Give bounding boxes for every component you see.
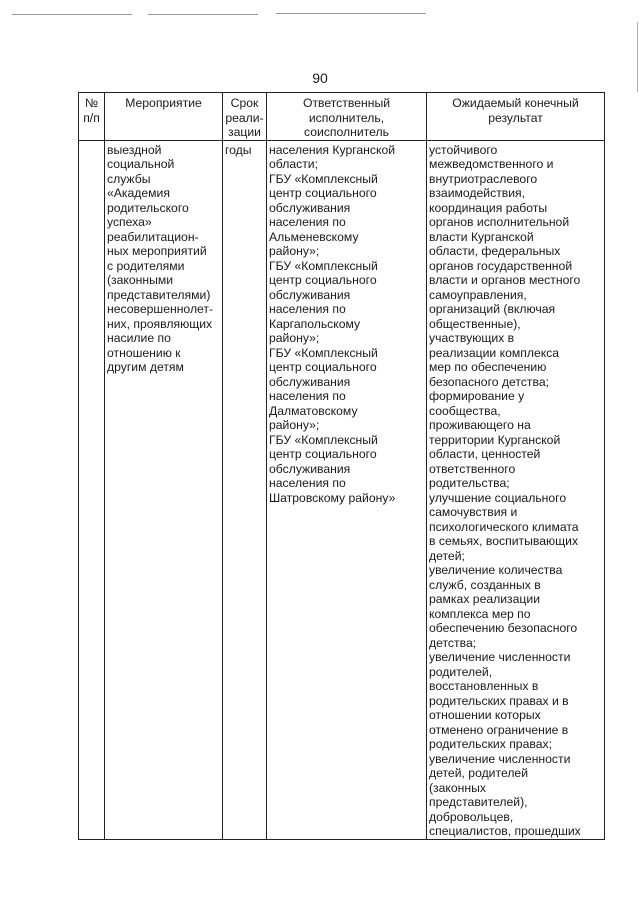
cell-event-line: реабилитацион- [107,229,199,244]
cell-result-line: увеличение численности [429,751,571,766]
cell-result-line: детства; [429,635,477,650]
cell-event-line: успеха» [107,215,152,229]
cell-result-line: комплекса мер по [429,606,531,621]
cell-result-line: (законных [429,780,486,795]
scan-artifact-line [12,14,132,15]
cell-result-line: увеличение численности [429,650,571,664]
header-responsible-line: Ответственный [302,96,391,110]
cell-responsible-line: Каргапольскому [269,316,361,331]
cell-event-line: них, проявляющих [107,316,213,331]
cell-responsible-line: Альменевскому [269,229,359,244]
cell-responsible-line: центр социального [269,273,377,287]
page-number: 90 [312,70,328,86]
cell-result-line: участвующих в [429,331,515,345]
cell-event-line: «Академия [107,186,170,200]
cell-responsible-line: населения по [269,302,346,316]
header-num [79,93,105,141]
cell-responsible [267,140,427,839]
cell-responsible-line: Шатровскому району» [269,490,396,505]
cell-responsible-line: обслуживания [269,374,351,389]
scan-artifact-line [148,14,258,15]
cell-result-line: безопасного детства; [429,374,550,389]
cell-result-line: в семьях, воспитывающих [429,534,579,548]
header-responsible [267,93,427,141]
cell-responsible-line: обслуживания [269,287,351,302]
cell-event-line: выездной [107,142,162,157]
cell-event-line: с родителями [107,258,185,273]
cell-event-line: социальной [107,157,175,171]
cell-event-line: несовершеннолет- [107,302,214,316]
cell-responsible-line: обслуживания [269,461,351,476]
scan-artifact-line [276,13,426,14]
cell-result-line: проживающего на [429,418,531,432]
cell-responsible-line: ГБУ «Комплексный [269,432,378,447]
cell-result-line: области, федеральных [429,244,561,258]
cell-event-line: отношению к [107,345,181,360]
cell-event-line: родительского [107,200,189,215]
activity-table [78,92,605,840]
cell-result [427,140,605,839]
cell-result-line: добровольцев, [429,809,514,824]
header-result-line: Ожидаемый конечный [452,96,579,110]
cell-result-line: родительства; [429,476,510,490]
cell-result-line: сообщества, [429,403,501,418]
cell-result-line: увеличение количества [429,563,563,577]
cell-event [105,140,223,839]
cell-responsible-line: населения по [269,215,346,229]
cell-result-line: психологического климата [429,519,579,534]
cell-result-line: формирование у [429,389,525,403]
cell-result-line: органов исполнительной [429,215,570,229]
cell-event-line: ных мероприятий [107,244,207,258]
cell-responsible-line: ГБУ «Комплексный [269,345,378,360]
cell-result-line: территории Курганской [429,432,561,447]
cell-result-line: власти Курганской [429,229,534,244]
cell-event-line: насилие по [107,331,171,345]
cell-responsible-line: населения Курганской [269,142,396,157]
header-term [223,93,267,141]
header-result [427,93,605,141]
cell-responsible-line: обслуживания [269,200,351,215]
cell-responsible-line: центр социального [269,186,377,200]
cell-result-line: представителей), [429,795,528,809]
cell-result-line: органов государственной [429,258,573,273]
cell-result-line: родительских правах; [429,737,552,751]
cell-result-line: самочувствия и [429,505,518,519]
cell-result-line: власти и органов местного [429,273,581,287]
cell-responsible-line: области; [269,157,318,171]
cell-result-line: детей, родителей [429,766,529,780]
cell-result-line: реализации комплекса [429,345,560,360]
cell-result-line: координация работы [429,200,548,215]
cell-responsible-line: району»; [269,418,320,432]
cell-result-line: мер по обеспечению [429,360,547,374]
header-responsible-line: исполнитель, [308,110,385,125]
header-event-line: Мероприятие [125,96,202,110]
cell-event-line: другим детям [107,360,184,374]
cell-event-line: представителями) [107,287,211,302]
header-term-line: зации [228,125,261,139]
header-result-line: результат [488,110,543,125]
cell-responsible-line: Далматовскому [269,403,358,418]
cell-result-line: рамках реализации [429,592,541,606]
cell-event-line: (законными [107,273,174,287]
cell-event-line: службы [107,171,151,186]
cell-result-line: отменено ограничение в [429,722,569,737]
cell-result-line: организаций (включая [429,302,556,316]
cell-result-line: устойчивого [429,142,498,157]
cell-responsible-line: населения по [269,476,346,490]
header-event [105,93,223,141]
cell-responsible-line: центр социального [269,447,377,461]
cell-result-line: восстановленных в [429,679,539,693]
header-num-line: № [84,96,99,110]
cell-responsible-line: району»; [269,244,320,258]
cell-result-line: обеспечению безопасного [429,621,578,635]
header-num-line: п/п [83,110,100,125]
cell-responsible-line: ГБУ «Комплексный [269,171,378,186]
cell-result-line: детей; [429,548,465,563]
cell-num [79,140,105,839]
table-header-row [79,93,605,141]
header-term-line: Срок [230,96,259,110]
cell-term-line: годы [225,142,252,157]
cell-result-line: специалистов, прошедших [429,824,581,838]
cell-result-line: общественные), [429,316,521,331]
cell-responsible-line: центр социального [269,360,377,374]
cell-result-line: улучшение социального [429,490,567,505]
cell-result-line: отношении которых [429,708,541,722]
cell-responsible-line: населения по [269,389,346,403]
cell-result-line: внутриотраслевого [429,171,538,186]
cell-responsible-line: району»; [269,331,320,345]
header-term-line: реали- [225,110,264,125]
cell-result-line: области, ценностей [429,447,541,461]
cell-result-line: служб, созданных в [429,577,541,592]
cell-result-line: родителей, [429,664,493,679]
table-row [79,140,605,839]
cell-result-line: межведомственного и [429,157,554,171]
cell-result-line: взаимодействия, [429,186,526,200]
cell-result-line: родительских правах и в [429,693,569,708]
cell-result-line: ответственного [429,461,516,476]
header-responsible-line: соисполнитель [304,125,389,139]
cell-result-line: самоуправления, [429,287,527,302]
cell-responsible-line: ГБУ «Комплексный [269,258,378,273]
cell-term [223,140,267,839]
